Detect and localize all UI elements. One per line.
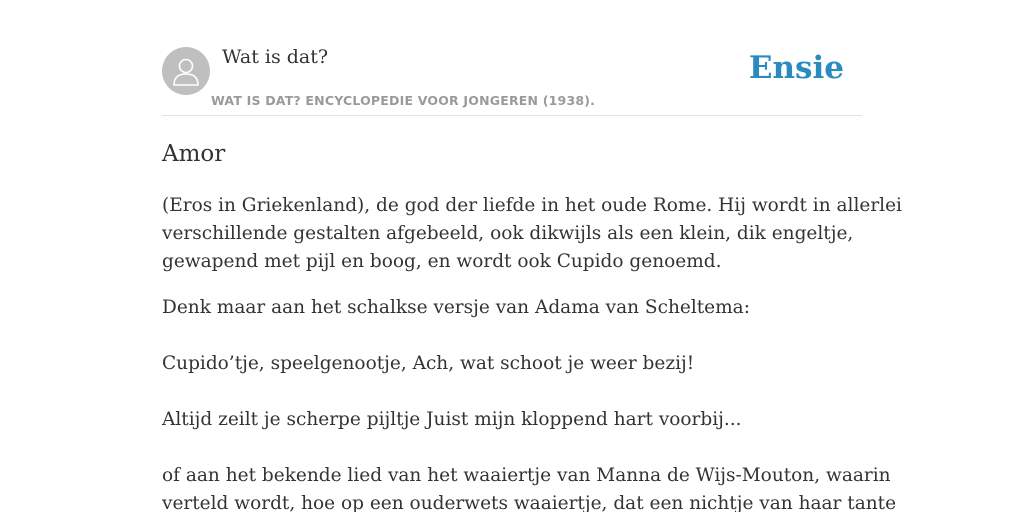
body-line: Denk maar aan het schalkse versje van Adama van Scheltema: xyxy=(162,297,750,318)
intro-line: gewapend met pijl en boog, en wordt ook Cupido genoemd. xyxy=(162,251,722,272)
body-paragraph xyxy=(162,294,897,512)
intro-paragraph xyxy=(162,192,902,276)
poem-line: Altijd zeilt je scherpe pijltje Juist mijn kloppend hart voorbij... xyxy=(162,409,742,430)
line-gap xyxy=(162,434,862,462)
body-line: verteld wordt, hoe op een ouderwets waaiertje, dat een nichtje van haar tante xyxy=(162,493,897,512)
ensie-logo[interactable]: Ensie xyxy=(748,50,844,86)
source-title[interactable]: Wat is dat? xyxy=(222,46,329,68)
entry-title: Amor xyxy=(162,141,226,167)
poem-line: Cupido’tje, speelgenootje, Ach, wat schoot je weer bezij! xyxy=(162,353,695,374)
line-gap xyxy=(162,322,862,350)
body-line: of aan het bekende lied van het waaiertje van Manna de Wijs-Mouton, waarin xyxy=(162,465,891,486)
article xyxy=(162,138,902,512)
person-outline-icon xyxy=(162,47,210,95)
source-header xyxy=(162,40,862,116)
line-gap xyxy=(162,378,862,406)
intro-line: (Eros in Griekenland), de god der liefde in het oude Rome. Hij wordt in allerlei xyxy=(162,195,902,216)
source-subtitle[interactable]: WAT IS DAT? ENCYCLOPEDIE VOOR JONGEREN (1938). xyxy=(211,93,596,108)
user-avatar-icon[interactable] xyxy=(162,47,210,95)
intro-line: verschillende gestalten afgebeeld, ook dikwijls als een klein, dik engeltje, xyxy=(162,223,854,244)
